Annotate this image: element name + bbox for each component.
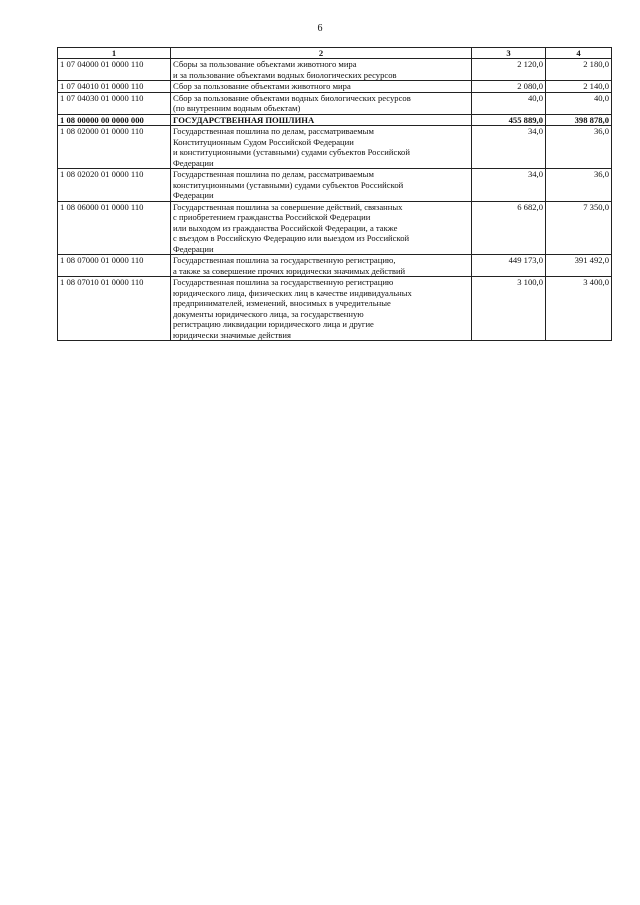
row-name-line: Сборы за пользование объектами животного мира [173,59,357,69]
row-value-2-cell: 398 878,0 [546,114,612,126]
row-name-line: Государственная пошлина по делам, рассматриваемым [173,169,374,179]
row-value-2-cell: 7 350,0 [546,201,612,255]
row-name-cell [171,277,472,341]
row-name-cell [171,92,472,114]
table-row [58,277,612,341]
row-name-cell [171,201,472,255]
row-name-line: а также за совершение прочих юридически значимых действий [173,265,406,276]
row-name-line: и конституционными (уставными) судами субъектов Российской [173,147,410,157]
row-name-cell [171,81,472,93]
row-value-2-cell: 391 492,0 [546,255,612,277]
row-name-line: Сбор за пользование объектами водных биологических ресурсов [173,92,411,103]
row-value-1-cell: 2 080,0 [472,81,546,93]
row-name-cell [171,126,472,169]
row-value-2-cell: 2 180,0 [546,59,612,81]
row-name-line: Государственная пошлина за государственную регистрацию [173,277,394,287]
row-name-line: с приобретением гражданства Российской Федерации [173,212,371,222]
row-name-cell [171,169,472,202]
table-row [58,255,612,277]
row-name-cell [171,114,472,126]
row-name-line: Государственная пошлина за государственную регистрацию, [173,255,396,265]
row-code-cell: 1 08 06000 01 0000 110 [58,201,171,255]
column-header-value-1: 3 [472,48,546,59]
row-name-line: юридически значимые действия [173,329,291,340]
row-value-1-cell: 34,0 [472,126,546,169]
row-value-1-cell: 34,0 [472,169,546,202]
page-number: 6 [317,23,323,34]
row-name-line: конституционными (уставными) судами субъектов Российской [173,179,404,190]
row-name-line: ГОСУДАРСТВЕННАЯ ПОШЛИНА [173,114,315,125]
table-row [58,201,612,255]
row-name-line: и за пользование объектами водных биологических ресурсов [173,69,397,80]
column-header-name: 2 [171,48,472,59]
row-name-line: (по внутренним водным объектам) [173,103,301,113]
row-value-1-cell: 2 120,0 [472,59,546,81]
row-name-line: Государственная пошлина за совершение действий, связанных [173,201,403,212]
row-value-1-cell: 6 682,0 [472,201,546,255]
table-header-row [58,48,612,59]
row-name-line: Сбор за пользование объектами животного мира [173,81,351,91]
table-row [58,59,612,81]
row-name-line: Конституционным Судом Российской Федерации [173,136,354,147]
row-name-line: Федерации [173,157,214,168]
row-code-cell: 1 08 02000 01 0000 110 [58,126,171,169]
budget-revenue-table [57,47,612,341]
row-value-2-cell: 2 140,0 [546,81,612,93]
table-row [58,169,612,202]
row-name-line: Федерации [173,243,214,254]
row-name-line: Федерации [173,190,214,200]
row-value-1-cell: 40,0 [472,92,546,114]
row-code-cell: 1 07 04030 01 0000 110 [58,92,171,114]
row-value-1-cell: 455 889,0 [472,114,546,126]
row-code-cell: 1 08 02020 01 0000 110 [58,169,171,202]
row-name-line: Государственная пошлина по делам, рассматриваемым [173,126,374,136]
row-name-cell [171,59,472,81]
row-value-1-cell: 3 100,0 [472,277,546,341]
row-code-cell: 1 07 04010 01 0000 110 [58,81,171,93]
row-name-cell [171,255,472,277]
column-header-value-2: 4 [546,48,612,59]
table-row [58,81,612,93]
row-value-1-cell: 449 173,0 [472,255,546,277]
row-name-line: документы юридического лица, за государственную [173,308,364,319]
row-value-2-cell: 36,0 [546,126,612,169]
table-row [58,126,612,169]
row-code-cell: 1 08 07000 01 0000 110 [58,255,171,277]
row-value-2-cell: 3 400,0 [546,277,612,341]
row-code-cell: 1 08 07010 01 0000 110 [58,277,171,341]
row-value-2-cell: 40,0 [546,92,612,114]
row-name-line: юридического лица, физических лиц в качестве индивидуальных [173,287,412,298]
row-name-line: предпринимателей, изменений, вносимых в учредительные [173,298,391,308]
row-name-line: регистрацию ликвидации юридического лица и другие [173,319,374,329]
row-name-line: с въездом в Российскую Федерацию или выездом из Российской [173,233,410,243]
table-row [58,92,612,114]
row-code-cell: 1 08 00000 00 0000 000 [58,114,171,126]
table-row [58,114,612,126]
column-header-code: 1 [58,48,171,59]
row-value-2-cell: 36,0 [546,169,612,202]
table-body [58,59,612,341]
row-code-cell: 1 07 04000 01 0000 110 [58,59,171,81]
row-name-line: или выходом из гражданства Российской Федерации, а также [173,222,398,233]
